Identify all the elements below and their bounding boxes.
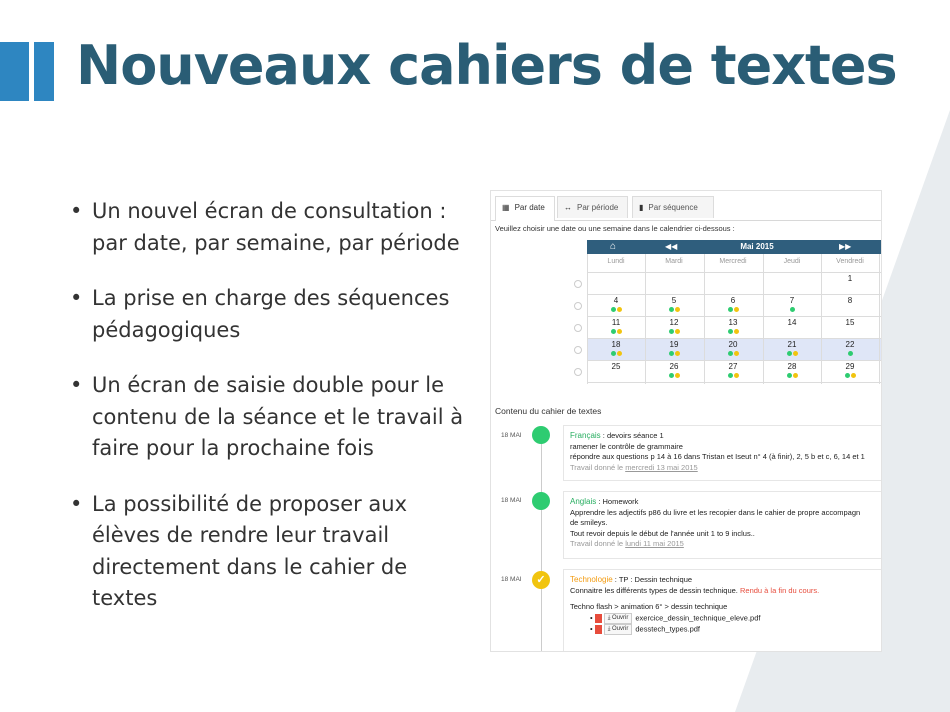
bullet-item: • La prise en charge des séquences pédagogiques <box>70 283 465 346</box>
entry-line: Tout revoir depuis le début de l'année unit 1 to 9 inclus.. <box>570 528 755 538</box>
entry-heading: Homework <box>602 497 639 506</box>
done-dot <box>611 307 616 312</box>
week-radio-button[interactable] <box>574 324 582 332</box>
done-dot <box>787 351 792 356</box>
title-accent-bar <box>34 42 54 101</box>
pdf-icon <box>595 614 602 623</box>
checkmark-icon: ✓ <box>532 571 550 589</box>
calendar-column-divider <box>704 254 705 384</box>
homework-indicators <box>704 329 762 334</box>
calendar-day[interactable]: 28 <box>787 362 797 371</box>
tab-par-periode[interactable] <box>557 196 628 218</box>
pending-dot <box>617 329 622 334</box>
homework-indicators <box>587 329 645 334</box>
slide-title: Nouveaux cahiers de textes <box>76 34 897 97</box>
given-prefix: Travail donné le <box>570 462 624 472</box>
entry-date: 18 MAI <box>501 432 522 439</box>
calendar-row-divider <box>587 338 881 339</box>
week-radio-button[interactable] <box>574 368 582 376</box>
calendar-header <box>587 240 881 254</box>
pending-dot <box>734 351 739 356</box>
pending-dot <box>734 307 739 312</box>
done-dot <box>845 373 850 378</box>
pending-dot <box>617 351 622 356</box>
entry-status-circle <box>532 492 550 510</box>
tab-par-sequence[interactable] <box>632 196 714 218</box>
pending-dot <box>734 329 739 334</box>
attachment-filename[interactable]: desstech_types.pdf <box>635 623 701 633</box>
pending-dot <box>675 373 680 378</box>
entry-date: 18 MAI <box>501 576 522 583</box>
homework-indicators <box>763 307 821 312</box>
calendar-row-divider <box>587 272 881 273</box>
calendar-day[interactable]: 8 <box>847 296 853 305</box>
pdf-icon <box>595 625 602 634</box>
resource-path: Techno flash > animation 6° > dessin technique <box>570 602 728 611</box>
double-chevron-left-icon[interactable]: ◀◀ <box>665 242 678 251</box>
calendar-day[interactable]: 14 <box>787 318 797 327</box>
calendar-row-divider <box>587 360 881 361</box>
calendar-column-divider <box>645 254 646 384</box>
attachment-item: • ⤓ Ouvrir desstech_types.pdf <box>590 623 701 633</box>
done-dot <box>848 351 853 356</box>
homework-indicators <box>704 351 762 356</box>
view-tabs <box>491 196 881 221</box>
done-dot <box>669 373 674 378</box>
calendar-day[interactable]: 21 <box>787 340 797 349</box>
submission-note: Rendu à la fin du cours. <box>739 585 820 595</box>
subject-label: Français <box>570 431 601 440</box>
done-dot <box>669 329 674 334</box>
open-button-label: Ouvrir <box>612 614 629 621</box>
homework-indicators <box>821 351 879 356</box>
title-accent-bar <box>0 42 29 101</box>
calendar-day[interactable]: 6 <box>730 296 736 305</box>
tab-label: Par période <box>577 203 619 212</box>
calendar-row-divider <box>587 316 881 317</box>
homework-indicators <box>645 329 703 334</box>
calendar-month: Mai 2015 <box>740 242 774 251</box>
done-dot <box>790 307 795 312</box>
given-date-link[interactable]: lundi 11 mai 2015 <box>625 539 684 548</box>
pending-dot <box>617 307 622 312</box>
tab-par-date[interactable] <box>495 196 555 221</box>
calendar-day-header: Lundi <box>607 258 625 265</box>
calendar-day[interactable]: 11 <box>611 318 621 327</box>
done-dot <box>728 373 733 378</box>
done-dot <box>611 351 616 356</box>
bullet-item: • Un nouvel écran de consultation : par date, par semaine, par période <box>70 196 465 259</box>
pending-dot <box>675 307 680 312</box>
calendar-row-divider <box>587 294 881 295</box>
subject-label: Technologie <box>570 575 613 584</box>
calendar-day[interactable]: 26 <box>669 362 679 371</box>
bullet-item: • Un écran de saisie double pour le contenu de la séance et le travail à faire pour la prochaine fois <box>70 370 465 465</box>
calendar-day[interactable]: 15 <box>845 318 855 327</box>
week-radio-button[interactable] <box>574 346 582 354</box>
done-dot <box>728 307 733 312</box>
homework-indicators <box>763 351 821 356</box>
homework-indicators <box>645 373 703 378</box>
calendar-day-header: Jeudi <box>783 258 801 265</box>
calendar-day[interactable]: 18 <box>611 340 621 349</box>
calendar-row-divider <box>587 382 881 383</box>
subject-label: Anglais <box>570 497 597 506</box>
pending-dot <box>793 373 798 378</box>
calendar-day[interactable]: 19 <box>669 340 679 349</box>
entry-heading: devoirs séance 1 <box>606 431 664 440</box>
calendar-day-header: Vendredi <box>836 258 864 265</box>
entry-line: Connaitre les différents types de dessin technique. <box>570 585 738 595</box>
calendar-column-divider <box>587 254 588 384</box>
timeline-line <box>541 431 542 651</box>
calendar-day[interactable]: 20 <box>728 340 738 349</box>
pending-dot <box>675 351 680 356</box>
calendar-day-header: Mardi <box>665 258 683 265</box>
content-section-title: Contenu du cahier de textes <box>495 406 602 416</box>
bullet-list <box>70 196 465 639</box>
done-dot <box>728 351 733 356</box>
pending-dot <box>734 373 739 378</box>
calendar-day[interactable]: 13 <box>728 318 738 327</box>
arrows-horizontal-icon: ↔ <box>564 203 572 212</box>
done-dot <box>787 373 792 378</box>
calendar-column-divider <box>879 254 880 384</box>
week-radio-button[interactable] <box>574 280 582 288</box>
app-screenshot <box>490 190 882 652</box>
bullet-item: • La possibilité de proposer aux élèves de rendre leur travail directement dans le cahier de textes <box>70 489 465 615</box>
homework-indicators <box>763 373 821 378</box>
home-icon[interactable]: ⌂ <box>610 241 617 252</box>
calendar-column-divider <box>821 254 822 384</box>
given-date-link[interactable]: mercredi 13 mai 2015 <box>625 462 698 472</box>
entry-heading: TP : Dessin technique <box>618 575 693 584</box>
done-dot <box>669 351 674 356</box>
pending-dot <box>793 351 798 356</box>
week-radio-button[interactable] <box>574 302 582 310</box>
calendar-day[interactable]: 22 <box>845 340 855 349</box>
attachment-filename[interactable]: exercice_dessin_technique_eleve.pdf <box>635 612 761 622</box>
calendar-day[interactable]: 29 <box>845 362 855 371</box>
homework-card[interactable]: Anglais : Homework Apprendre les adjectifs p86 du livre et les recopier dans le cahier de propre accompagn de smileys. Tout revoir depuis le début de l'année unit 1 to 9 inclus.. Travail donné le lundi 11 mai 2015 <box>563 491 882 559</box>
double-chevron-right-icon[interactable]: ▶▶ <box>839 242 852 251</box>
calendar-day[interactable]: 12 <box>669 318 679 327</box>
calendar-icon: ▦ <box>502 203 510 212</box>
homework-card[interactable]: Français : devoirs séance 1 ramener le contrôle de grammaire répondre aux questions p 14 à 16 dans Tristan et Iseut n° 4 (à finir), 2, 5 b et c, 6, 14 et 1 Travail donné le mercredi 13 mai 2015 <box>563 425 882 481</box>
homework-indicators <box>704 373 762 378</box>
calendar-column-divider <box>763 254 764 384</box>
calendar-day[interactable]: 25 <box>611 362 621 371</box>
entry-line: de smileys. <box>570 518 608 527</box>
calendar-day[interactable]: 1 <box>847 274 853 283</box>
calendar-day[interactable]: 27 <box>728 362 738 371</box>
open-button-label: Ouvrir <box>612 625 629 632</box>
calendar-day[interactable]: 7 <box>789 296 795 305</box>
homework-indicators <box>645 351 703 356</box>
entry-line: répondre aux questions p 14 à 16 dans Tristan et Iseut n° 4 (à finir), 2, 5 b et c, 6, 14 et 1 <box>570 452 865 461</box>
homework-indicators <box>587 351 645 356</box>
calendar-day[interactable]: 4 <box>613 296 619 305</box>
homework-indicators <box>821 373 879 378</box>
calendar-day[interactable]: 5 <box>671 296 677 305</box>
book-icon: ▮ <box>639 203 644 212</box>
calendar-day-header: Mercredi <box>719 258 747 265</box>
tab-label: Par date <box>514 203 545 212</box>
done-dot <box>669 307 674 312</box>
attachment-item: • ⤓ Ouvrir exercice_dessin_technique_eleve.pdf <box>590 612 761 622</box>
homework-indicators <box>704 307 762 312</box>
homework-indicators <box>587 307 645 312</box>
given-prefix: Travail donné le <box>570 539 624 548</box>
open-button[interactable]: ⤓ Ouvrir <box>604 613 633 624</box>
entry-status-circle <box>532 426 550 444</box>
entry-line: ramener le contrôle de grammaire <box>570 441 683 451</box>
calendar-instruction: Veuillez choisir une date ou une semaine dans le calendrier ci-dessous : <box>495 224 735 233</box>
homework-card[interactable]: Technologie : TP : Dessin technique Connaitre les différents types de dessin technique. Rendu à la fin du cours. Techno flash > animation 6° > dessin technique • ⤓ Ouvrir exercice_dessin_technique_eleve.pdf • ⤓ Ouvrir desstech_types.pdf <box>563 569 882 652</box>
done-dot <box>728 329 733 334</box>
homework-indicators <box>645 307 703 312</box>
done-dot <box>611 329 616 334</box>
entry-date: 18 MAI <box>501 497 522 504</box>
open-button[interactable]: ⤓ Ouvrir <box>604 624 633 635</box>
pending-dot <box>675 329 680 334</box>
entry-line: Apprendre les adjectifs p86 du livre et les recopier dans le cahier de propre accompagn <box>570 507 861 517</box>
pending-dot <box>851 373 856 378</box>
tab-label: Par séquence <box>648 203 698 212</box>
